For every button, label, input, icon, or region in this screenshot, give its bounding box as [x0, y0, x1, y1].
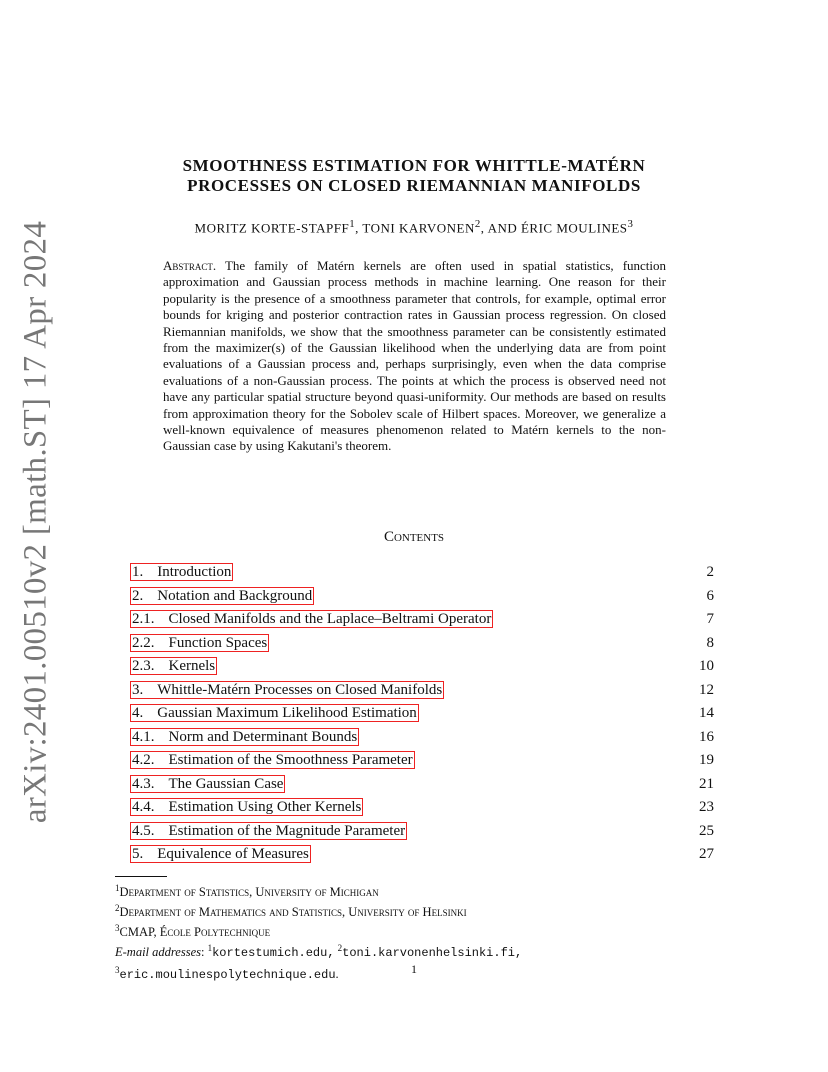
email-mark: 1: [207, 943, 213, 954]
email-mark: 2: [337, 943, 343, 954]
toc-page-number: 25: [699, 822, 714, 839]
contents-heading: Contents: [383, 529, 445, 545]
toc-link[interactable]: [130, 728, 359, 746]
abstract-label: Abstract.: [163, 258, 217, 273]
toc-number: 2.1.: [132, 611, 155, 627]
toc-entry: [130, 585, 714, 609]
email-link-3[interactable]: eric.moulinespolytechnique.edu: [119, 967, 336, 982]
toc-page-number: 27: [699, 846, 714, 862]
toc-entry: [130, 773, 714, 797]
author-1-mark: 1: [349, 218, 356, 230]
toc-number: 5.: [132, 846, 144, 862]
toc-page-number: 14: [699, 705, 714, 721]
toc-number: 2.3.: [132, 658, 155, 674]
toc-entry: [130, 796, 714, 820]
toc-page-number: 12: [699, 681, 714, 698]
author-list: [0, 218, 828, 236]
toc-title: Kernels: [168, 658, 216, 674]
toc-entry: [130, 726, 714, 750]
author-2-mark: 2: [474, 218, 481, 230]
email-addresses: E-mail addresses: $^1$kortestumich.edu, $^2$toni.karvonenhelsinki.fi,: [115, 943, 523, 961]
toc-title: The Gaussian Case: [168, 775, 284, 792]
toc-link[interactable]: [130, 681, 444, 699]
toc-link[interactable]: [130, 634, 269, 652]
footnote-mark: 2: [115, 903, 120, 914]
toc-number: 1.: [132, 564, 144, 580]
paper-title: [0, 156, 828, 196]
toc-title: Notation and Background: [157, 587, 313, 604]
toc-page-number: 2: [706, 564, 714, 580]
affiliation-text: CMAP, École Polytechnique: [119, 925, 271, 940]
toc-link[interactable]: [130, 798, 363, 816]
footnote-affiliation-3: [115, 920, 715, 940]
toc-page-number: 10: [699, 658, 714, 674]
toc-page-number: 19: [699, 752, 714, 768]
toc-entry: [130, 655, 714, 679]
toc-entry: [130, 702, 714, 726]
toc-number: 4.4.: [132, 799, 155, 815]
toc-link[interactable]: [130, 610, 493, 628]
toc-entry: [130, 561, 714, 585]
toc-title: Norm and Determinant Bounds: [168, 728, 358, 745]
toc-title: Equivalence of Measures: [157, 846, 309, 862]
arxiv-stamp: [6, 220, 66, 824]
toc-title: Whittle-Matérn Processes on Closed Manifolds: [157, 681, 443, 698]
author-1: MORITZ KORTE-STAPFF: [194, 220, 350, 236]
toc-number: 4.1.: [132, 728, 155, 745]
toc-link[interactable]: [130, 657, 217, 675]
toc-number: 4.3.: [132, 775, 155, 792]
page-number: 1: [411, 962, 417, 976]
toc-page-number: 7: [706, 611, 714, 627]
email-link-2[interactable]: toni.karvonenhelsinki.fi,: [342, 946, 523, 961]
toc-title: Gaussian Maximum Likelihood Estimation: [157, 705, 417, 721]
toc-number: 4.: [132, 705, 144, 721]
toc-link[interactable]: [130, 775, 285, 793]
arxiv-stamp-text: arXiv:2401.00510v2 [math.ST] 17 Apr 2024: [17, 220, 54, 824]
toc-page-number: 16: [699, 728, 714, 745]
toc-title: Closed Manifolds and the Laplace–Beltrami Operator: [168, 611, 492, 627]
toc-title: Estimation of the Magnitude Parameter: [168, 822, 406, 839]
affiliation-text: Department of Statistics, University of Michigan: [119, 885, 379, 900]
email-mark: 3: [115, 964, 120, 975]
toc-entry: [130, 749, 714, 773]
toc-title: Introduction: [157, 564, 232, 580]
email-label: E-mail addresses: [115, 945, 201, 960]
table-of-contents: [130, 561, 714, 867]
footnote-mark: 3: [115, 923, 120, 934]
toc-entry: [130, 820, 714, 844]
toc-link[interactable]: [130, 563, 233, 581]
toc-number: 3.: [132, 681, 144, 698]
toc-number: 4.5.: [132, 822, 155, 839]
toc-entry: [130, 679, 714, 703]
footnote-rule: [115, 876, 167, 877]
author-3: , AND ÉRIC MOULINES: [480, 220, 628, 236]
toc-page-number: 8: [706, 634, 714, 651]
toc-link[interactable]: [130, 587, 314, 605]
toc-entry: [130, 608, 714, 632]
toc-entry: [130, 632, 714, 656]
footnote-affiliation-2: [115, 900, 715, 920]
toc-link[interactable]: [130, 751, 415, 769]
toc-page-number: 21: [699, 775, 714, 792]
toc-number: 4.2.: [132, 752, 155, 768]
title-line-2: PROCESSES ON CLOSED RIEMANNIAN MANIFOLDS: [187, 176, 641, 195]
title-line-1: SMOOTHNESS ESTIMATION FOR WHITTLE-MATÉRN: [182, 156, 646, 175]
toc-page-number: 6: [706, 587, 714, 604]
affiliation-text: Department of Mathematics and Statistics, University of Helsinki: [119, 905, 467, 920]
footnote-affiliation-1: [115, 880, 715, 900]
email-link-1[interactable]: kortestumich.edu,: [212, 946, 335, 961]
toc-link[interactable]: [130, 704, 419, 722]
footnote-mark: 1: [115, 883, 120, 893]
toc-entry: [130, 843, 714, 867]
toc-title: Function Spaces: [168, 634, 268, 651]
toc-link[interactable]: [130, 822, 407, 840]
abstract: [163, 258, 666, 455]
author-2: , TONI KARVONEN: [355, 220, 475, 236]
toc-number: 2.2.: [132, 634, 155, 651]
abstract-text: The family of Matérn kernels are often used in spatial statistics, function approximation and Gaussian process methods in machine learning. One reason for their popularity is the presence of a smoothness parameter that controls, for example, optimal error bounds for kriging and posterior contraction rates in Gaussian process regression. On closed Riemannian manifolds, we show that the smoothness parameter can be consistently estimated from the maximizer(s) of the Gaussian likelihood when the underlying data are from point evaluations of a Gaussian process and, perhaps surprisingly, even when the data comprise evaluations of a non-Gaussian process. The points at which the process is observed need not have any particular spatial structure beyond quasi-uniformity. Our methods are based on results from approximation theory for the Sobolev scale of Hilbert spaces. Moreover, we generalize a well-known equivalence of measures phenomenon related to Matérn kernels to the non-Gaussian case by using Kakutani's theorem.: [163, 258, 667, 454]
toc-title: Estimation of the Smoothness Parameter: [168, 752, 413, 768]
toc-title: Estimation Using Other Kernels: [168, 799, 362, 815]
toc-link[interactable]: [130, 845, 311, 863]
email-addresses-cont: $^3$eric.moulinespolytechnique.edu.: [115, 964, 339, 982]
author-3-mark: 3: [627, 218, 634, 230]
toc-number: 2.: [132, 587, 144, 604]
toc-page-number: 23: [699, 799, 714, 815]
